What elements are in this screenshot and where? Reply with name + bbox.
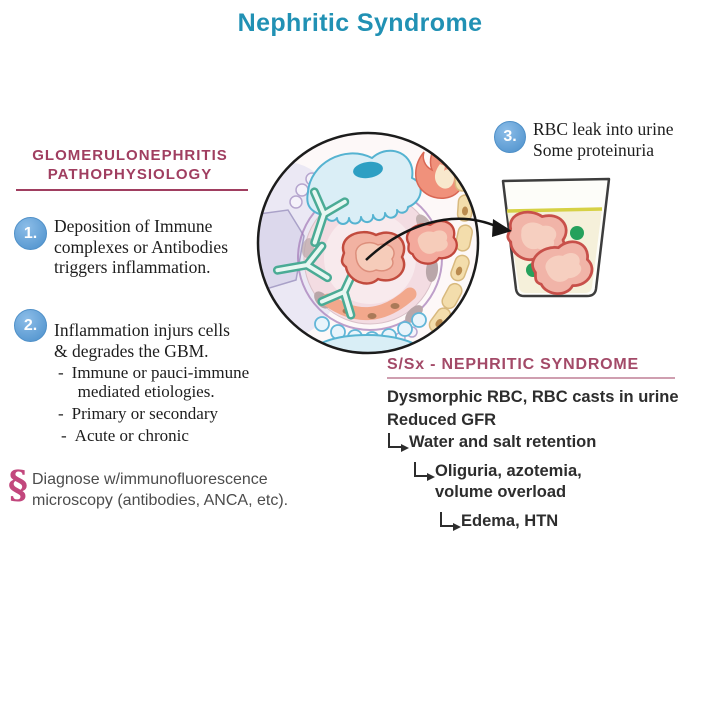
step-3-number: 3. bbox=[503, 128, 517, 145]
heading-underline bbox=[16, 189, 248, 191]
step-3-line-1: RBC leak into urine bbox=[533, 119, 674, 139]
cascade-3-text: Edema, HTN bbox=[461, 512, 559, 530]
elbow-arrow-icon bbox=[440, 512, 453, 527]
ssx-underline bbox=[387, 377, 675, 379]
step-2-bullets bbox=[58, 363, 288, 448]
pathophysiology-heading bbox=[2, 146, 258, 184]
cascade-2-line-1: Oliguria, azotemia, bbox=[435, 462, 582, 480]
ssx-heading: S/Sx - NEPHRITIC SYNDROME bbox=[387, 356, 640, 373]
bullet-acute-chronic bbox=[58, 426, 288, 445]
bullet-1-line-1: Immune or pauci-immune bbox=[71, 363, 250, 382]
cascade-edema-htn bbox=[440, 511, 558, 532]
urine-surface-line bbox=[507, 209, 602, 211]
finding-reduced-gfr: Reduced GFR bbox=[387, 411, 497, 429]
bullet-primary-secondary bbox=[58, 404, 288, 423]
note-line-2: microscopy (antibodies, ANCA, etc). bbox=[32, 492, 289, 509]
diagnosis-note bbox=[32, 469, 288, 511]
step-2-line-1: Inflammation injurs cells bbox=[54, 320, 230, 340]
heading-line-2: PATHOPHYSIOLOGY bbox=[47, 166, 213, 183]
step-1-number: 1. bbox=[23, 224, 38, 242]
step-1-line-3: triggers inflammation. bbox=[54, 257, 211, 277]
bullet-1-line-2: mediated etiologies. bbox=[77, 382, 215, 401]
cascade-water-salt bbox=[388, 432, 596, 453]
bullet-3-line-1: Acute or chronic bbox=[74, 426, 189, 445]
step-3-badge bbox=[494, 121, 526, 153]
cascade-2-line-2: volume overload bbox=[435, 483, 567, 501]
bullet-dash: - bbox=[58, 363, 64, 382]
cascade-oliguria bbox=[414, 461, 582, 503]
page-title: Nephritic Syndrome bbox=[237, 9, 483, 37]
note-line-1: Diagnose w/immunofluorescence bbox=[32, 471, 268, 488]
step-2-number: 2. bbox=[23, 316, 38, 334]
elbow-arrow-icon bbox=[388, 433, 401, 448]
step-1-line-1: Deposition of Immune bbox=[54, 216, 213, 236]
step-1-badge bbox=[14, 217, 47, 250]
urine-cup-illustration bbox=[497, 177, 615, 301]
cascade-1-text: Water and salt retention bbox=[409, 433, 597, 451]
step-2-text bbox=[54, 320, 279, 361]
finding-dysmorphic-rbc: Dysmorphic RBC, RBC casts in urine bbox=[387, 388, 679, 406]
glomerulus-illustration bbox=[252, 128, 484, 360]
step-1-line-2: complexes or Antibodies bbox=[54, 236, 229, 257]
protein-dot bbox=[570, 226, 584, 240]
step-2-badge bbox=[14, 309, 47, 342]
central-rbc-icon bbox=[342, 232, 404, 283]
step-3-line-2: Some proteinuria bbox=[533, 139, 655, 160]
heading-line-1: GLOMERULONEPHRITIS bbox=[32, 147, 228, 164]
bullet-etiologies bbox=[58, 363, 288, 401]
bullet-dash: - bbox=[58, 404, 64, 423]
bullet-dash: - bbox=[61, 426, 67, 445]
step-2-line-2: & degrades the GBM. bbox=[54, 340, 209, 361]
elbow-arrow-icon bbox=[414, 462, 427, 477]
step-3-text bbox=[533, 119, 713, 160]
squiggle-icon: § bbox=[8, 462, 28, 507]
step-1-text bbox=[54, 216, 269, 278]
bullet-2-line-1: Primary or secondary bbox=[71, 404, 219, 423]
